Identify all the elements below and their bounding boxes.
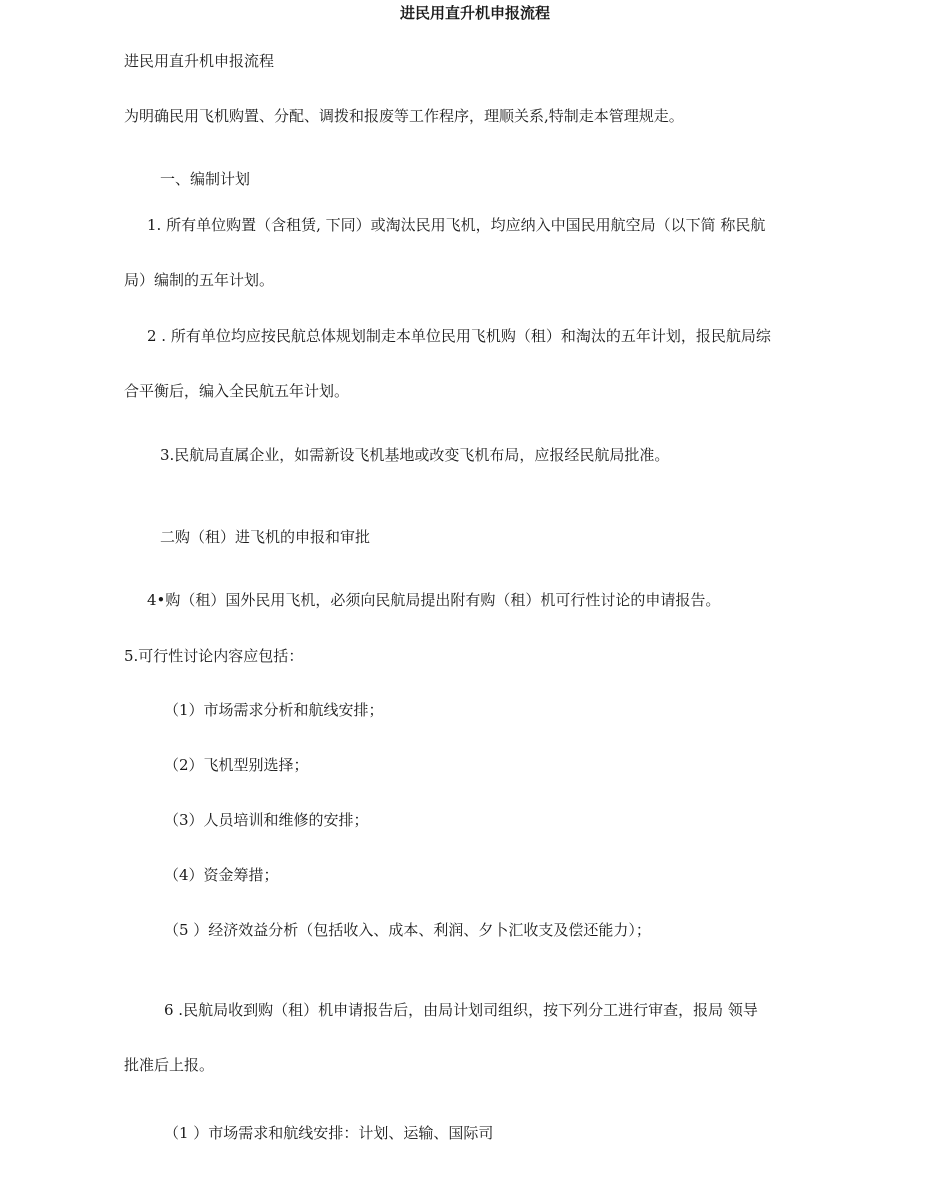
section-heading-purchase: 二购（租）进飞机的申报和审批 (160, 528, 371, 546)
item-2-line-1: 2 . 所有单位均应按民航总体规划制走本单位民用飞机购（租）和淘汰的五年计划，报民航局综 (147, 327, 771, 345)
item-6-line-1: 6 .民航局收到购（租）机申请报告后，由局计划司组织，按下列分工进行审查，报局 领导 (164, 1001, 758, 1019)
item-6-line-2: 批准后上报。 (124, 1056, 215, 1074)
item-4: 4•购（租）国外民用飞机，必须向民航局提出附有购（租）机可行性讨论的申请报告。 (147, 591, 721, 609)
item-5-sub-3: （3）人员培训和维修的安排； (164, 811, 369, 829)
document-subtitle: 进民用直升机申报流程 (124, 52, 275, 70)
item-5-sub-1: （1）市场需求分析和航线安排； (164, 701, 384, 719)
item-6-sub-1: （1 ）市场需求和航线安排：计划、运输、国际司 (164, 1124, 494, 1142)
item-2-line-2: 合平衡后，编入全民航五年计划。 (124, 382, 350, 400)
intro-paragraph: 为明确民用飞机购置、分配、调拨和报废等工作程序，理顺关系,特制走本管理规走。 (124, 107, 684, 125)
item-5: 5.可行性讨论内容应包括： (124, 647, 304, 665)
section-heading-plan: 一、编制计划 (160, 170, 251, 188)
document-title: 进民用直升机申报流程 (399, 4, 550, 22)
item-5-sub-2: （2）飞机型别选择； (164, 756, 309, 774)
item-3: 3.民航局直属企业，如需新设飞机基地或改变飞机布局，应报经民航局批准。 (160, 446, 670, 464)
item-1-line-1: 1. 所有单位购置（含租赁, 下同）或淘汰民用飞机，均应纳入中国民用航空局（以下简 称民航 (147, 216, 766, 234)
item-5-sub-4: （4）资金筹措； (164, 866, 279, 884)
item-5-sub-5: （5 ）经济效益分析（包括收入、成本、利润、夕卜汇收支及偿还能力）； (164, 921, 651, 939)
item-1-line-2: 局）编制的五年计划。 (124, 271, 275, 289)
